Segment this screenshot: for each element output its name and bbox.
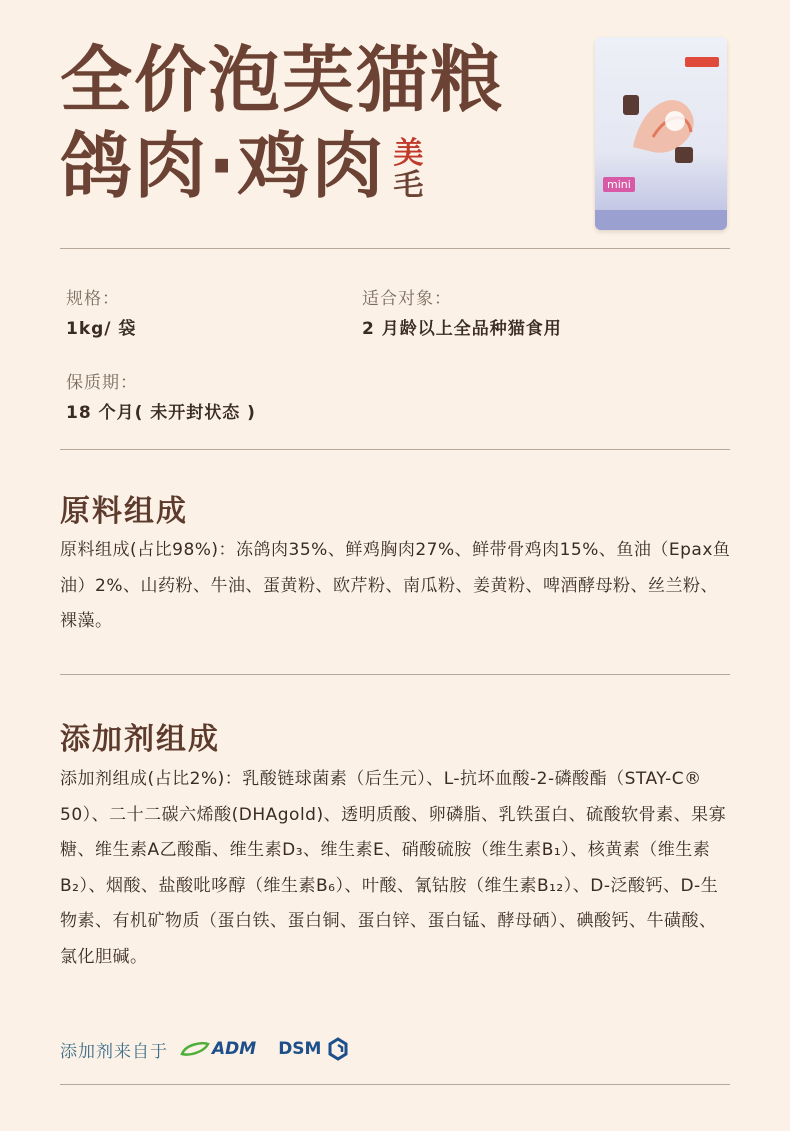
adm-logo-text: ADM: [212, 1039, 257, 1059]
divider-specs: [60, 449, 730, 450]
bag-mini-badge: mini: [603, 177, 635, 192]
dsm-logo: [278, 1037, 349, 1061]
koi-fish-illustration: [613, 77, 709, 177]
product-bag-image: [595, 37, 727, 230]
shelf-life-label: 保质期：: [66, 373, 138, 393]
divider-top: [60, 248, 730, 249]
size-label: 规格：: [66, 289, 120, 309]
additives-body: 添加剂组成(占比2%)：乳酸链球菌素（后生元）、L-抗坏血酸-2-磷酸酯（STAY-C® 50）、二十二碳六烯酸(DHAgold)、透明质酸、卵磷脂、乳铁蛋白、硫酸软骨素、果寡糖、维生素A乙酸酯、维生素D₃、维生素E、硝酸硫胺（维生素B₁）、核黄素（维生素B₂）、烟酸、盐酸吡哆醇（维生素B₆）、叶酸、氰钴胺（维生素B₁₂）、D-泛酸钙、D-生物素、有机矿物质（蛋白铁、蛋白铜、蛋白锌、蛋白锰、酵母硒）、碘酸钙、牛磺酸、氯化胆碱。: [60, 769, 727, 967]
ingredients-title: 原料组成: [60, 494, 188, 529]
adm-logo: [180, 1039, 256, 1059]
ingredients-body: 原料组成(占比98%)：冻鸽肉35%、鲜鸡胸肉27%、鲜带骨鸡肉15%、鱼油（Epax鱼油）2%、山药粉、牛油、蛋黄粉、欧芹粉、南瓜粉、姜黄粉、啤酒酵母粉、丝兰粉、裸藻。: [60, 540, 731, 631]
bag-bottom-band: [595, 210, 727, 230]
divider-bottom: [60, 1084, 730, 1085]
size-value: 1kg/ 袋: [66, 319, 137, 339]
feature-tag-line2: 毛: [393, 168, 424, 203]
additives-title: 添加剂组成: [60, 722, 220, 757]
target-value: 2 月龄以上全品种猫食用: [362, 319, 562, 339]
adm-leaf-icon: [180, 1042, 210, 1056]
bag-red-label: [685, 57, 719, 67]
dsm-hexagon-icon: [327, 1037, 349, 1061]
dsm-logo-text: DSM: [278, 1039, 322, 1059]
title-block: [60, 38, 504, 208]
additive-source-label: 添加剂来自于: [60, 1041, 168, 1062]
divider-ingredients: [60, 674, 730, 675]
feature-tag: [393, 138, 423, 202]
page-title: 全价泡芙猫粮: [60, 38, 505, 122]
additive-source-row: [60, 1035, 349, 1063]
page-subtitle: 鸽肉·鸡肉: [60, 124, 386, 208]
target-label: 适合对象：: [362, 289, 452, 309]
shelf-life-value: 18 个月( 未开封状态 ): [66, 403, 256, 423]
feature-tag-line1: 美: [393, 136, 424, 171]
subtitle-row: [60, 124, 504, 208]
